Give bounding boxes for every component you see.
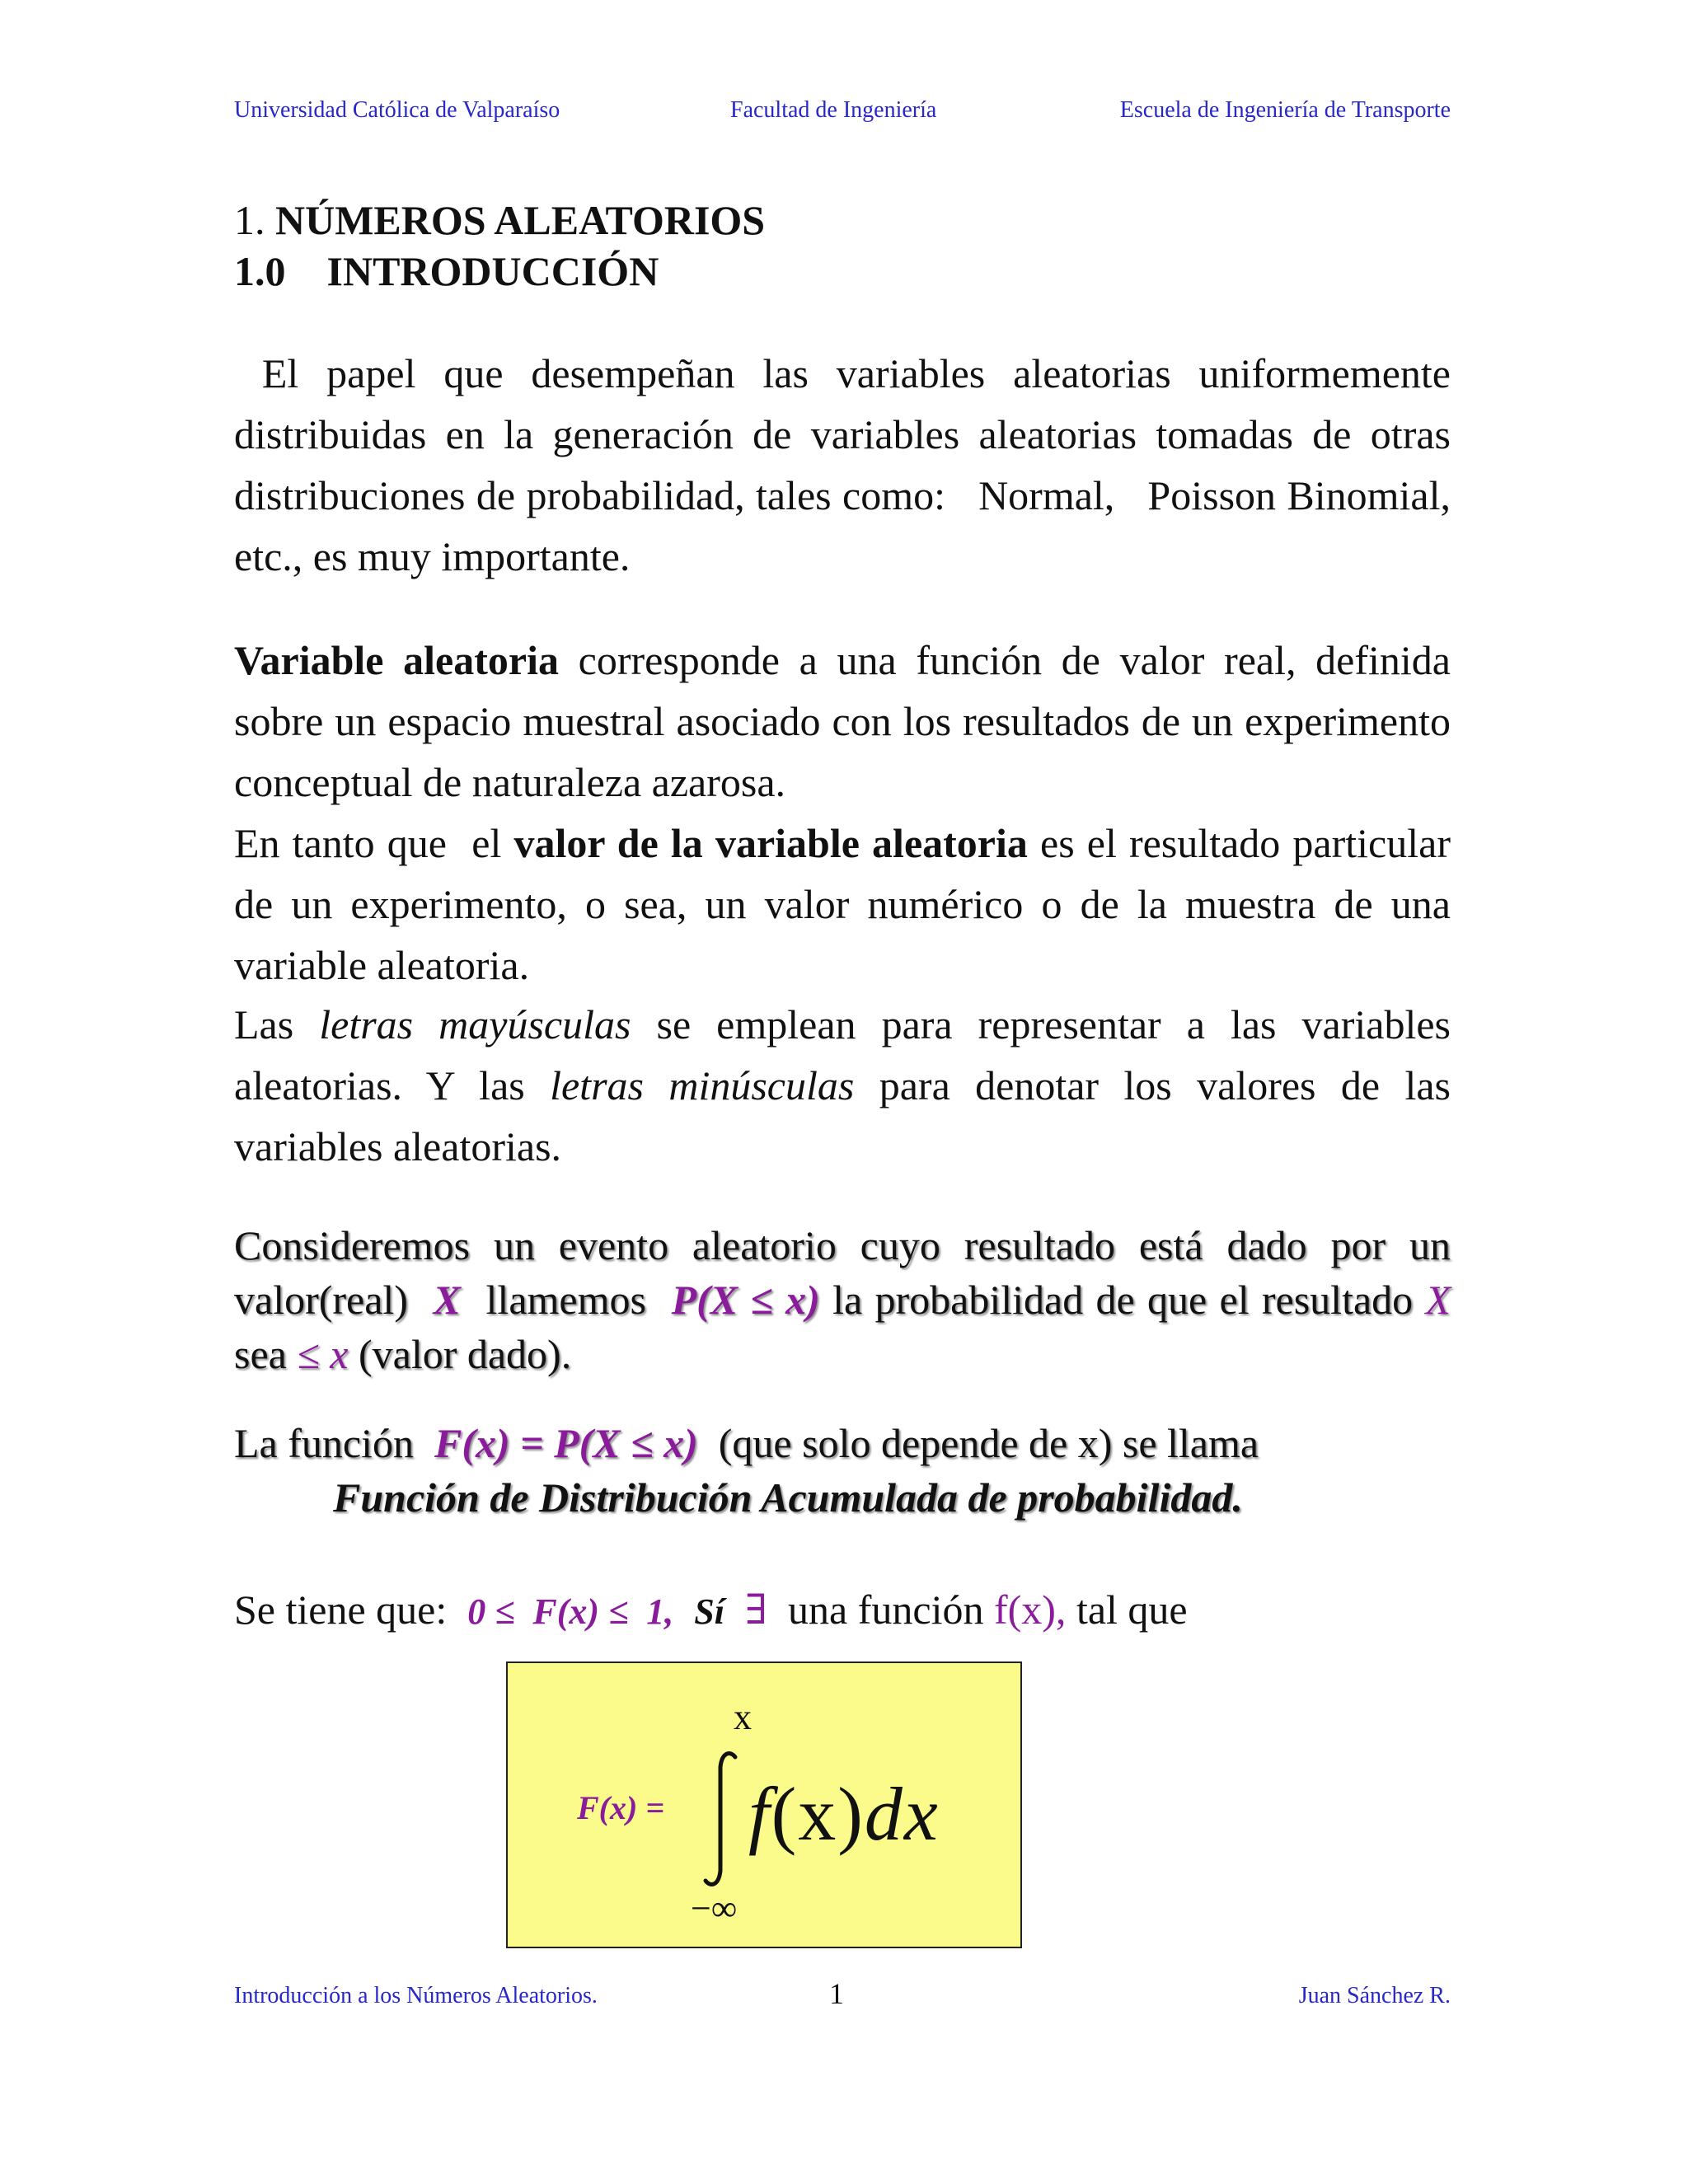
letters-text-2: se emplean para representar a las variables aleatorias. Y las	[234, 1001, 1451, 1108]
condition-text-3: tal que	[1066, 1586, 1188, 1633]
footer-title: Introducción a los Números Aleatorios.	[234, 1983, 598, 2008]
integral-lower-limit: −∞	[691, 1888, 738, 1929]
integrand-dx: dx	[864, 1772, 940, 1856]
function-text-1: La función	[234, 1420, 434, 1466]
letters-text-1: Las	[234, 1001, 320, 1047]
integral-upper-limit: x	[734, 1697, 752, 1737]
consider-paragraph	[234, 1218, 1461, 1381]
definition-paragraph	[234, 630, 1451, 813]
header-university: Universidad Católica de Valparaíso	[234, 97, 560, 123]
letters-paragraph	[234, 994, 1451, 1177]
consider-text-3: la probabilidad de que el resultado	[819, 1277, 1426, 1323]
term-minusculas: letras minúsculas	[550, 1062, 855, 1108]
consider-text-2: llamemos	[460, 1277, 672, 1323]
si-text: Sí	[694, 1591, 724, 1632]
formula-label: F(x) =	[577, 1789, 665, 1826]
integral-sign-icon	[702, 1749, 740, 1889]
prob-expression: P(X ≤ x)	[671, 1277, 820, 1323]
header-faculty: Facultad de Ingeniería	[730, 97, 937, 123]
value-text-post: es el resultado particular de un experimento, o sea, un valor numérico o de la muestra de una variable aleatoria.	[234, 820, 1461, 988]
cdf-expression: F(x) = P(X ≤ x)	[434, 1420, 698, 1466]
cdf-name: Función de Distribución Acumulada de probabilidad.	[333, 1474, 1243, 1521]
function-paragraph	[234, 1416, 1451, 1525]
consider-text-4: sea	[234, 1277, 1461, 1377]
integrand-f: f	[748, 1772, 771, 1856]
section-number: 1.	[234, 197, 265, 243]
var-X-2: X	[1425, 1277, 1451, 1323]
var-X: X	[433, 1277, 461, 1323]
cdf-range: 0 ≤ F(x) ≤ 1,	[467, 1591, 674, 1632]
value-text-pre: En tanto que el	[234, 820, 514, 866]
integrand-arg: (x)	[771, 1772, 865, 1856]
page-number: 1	[829, 1977, 844, 2010]
term-mayusculas: letras mayúsculas	[319, 1001, 631, 1047]
letters-text-3: para denotar los valores de las variables aleatorias.	[234, 1062, 1451, 1169]
footer-author: Juan Sánchez R.	[1298, 1983, 1451, 2008]
header-school: Escuela de Ingeniería de Transporte	[1119, 97, 1451, 123]
value-paragraph	[234, 813, 1461, 996]
function-text-2: (que solo depende de x) se llama	[697, 1420, 1259, 1466]
definition-text: corresponde a una función de valor real, definida sobre un espacio muestral asociado con los resultados de un experimento conceptual de naturaleza azarosa.	[234, 637, 1451, 805]
condition-text-1: Se tiene que:	[234, 1586, 468, 1633]
integral-formula-box	[506, 1661, 1022, 1948]
section-title-text: NÚMEROS ALEATORIOS	[275, 197, 766, 243]
subsection-title: 1.0 INTRODUCCIÓN	[234, 248, 659, 294]
condition-line	[234, 1579, 1451, 1643]
condition-text-2: una función	[767, 1586, 994, 1633]
term-valor-variable: valor de la variable aleatoria	[513, 820, 1028, 866]
section-title	[234, 194, 765, 246]
pdf-fx: f(x),	[993, 1586, 1067, 1633]
intro-paragraph: El papel que desempeñan las variables aleatorias uniformemente distribuidas en la generación de variables aleatorias tomadas de otras distribuciones de probabilidad, tales como: Normal, Poisson Binomial, etc., es muy importante.	[234, 350, 1461, 579]
le-x: ≤ x	[297, 1331, 349, 1377]
integrand	[748, 1770, 940, 1858]
exists-symbol: ∃	[744, 1586, 768, 1633]
term-variable-aleatoria: Variable aleatoria	[234, 637, 559, 683]
consider-text-1: Consideremos un evento aleatorio cuyo resultado está dado por un valor(real)	[234, 1222, 1461, 1323]
consider-text-5: (valor dado).	[348, 1331, 572, 1377]
